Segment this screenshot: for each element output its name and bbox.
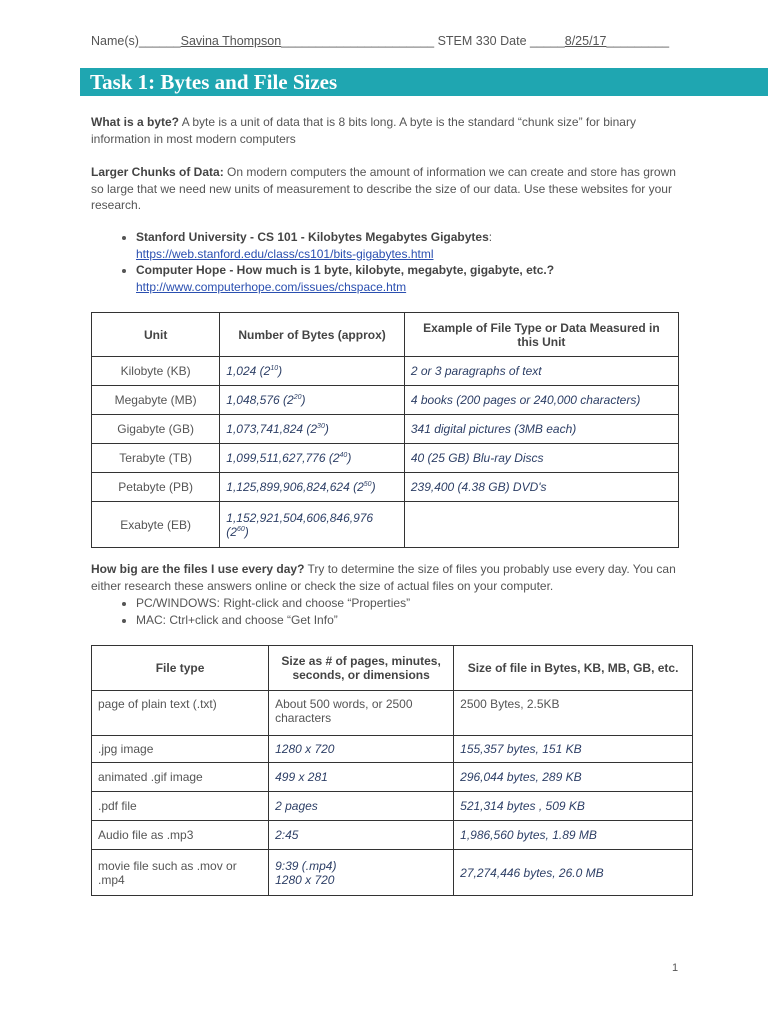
size-cell: About 500 words, or 2500 characters (269, 691, 454, 736)
file-type-cell: page of plain text (.txt) (92, 691, 269, 736)
example-cell: 2 or 3 paragraphs of text (404, 357, 678, 386)
column-header: File type (92, 646, 269, 691)
bytes-cell: 1,125,899,906,824,624 $(2^{50})$ (220, 473, 405, 502)
byte-question: What is a byte? (91, 115, 180, 129)
example-cell (404, 502, 678, 548)
unit-cell: Kilobyte (KB) (92, 357, 220, 386)
bytes-cell: 1,024 $(2^{10})$ (220, 357, 405, 386)
unit-cell: Terabyte (TB) (92, 444, 220, 473)
table-row (92, 850, 693, 896)
files-question: How big are the files I use every day? (91, 562, 305, 576)
file-sizes-table (91, 645, 693, 896)
page-number: 1 (672, 962, 679, 974)
bytes-cell: 1,048,576 $(2^{20})$ (220, 386, 405, 415)
byte-text: A byte is a unit of data that is 8 bits long. A byte is the standard “chunk size” for binary information in most modern computers (91, 115, 636, 146)
unit-cell: Megabyte (MB) (92, 386, 220, 415)
table-row (92, 386, 679, 415)
date-value: 8/25/17 (564, 34, 607, 48)
instruction-item: • PC/WINDOWS: Right-click and choose “Properties” (136, 595, 691, 612)
file-size-cell: 1,986,560 bytes, 1.89 MB (454, 821, 693, 850)
bytes-cell: 1,099,511,627,776 $(2^{40})$ (220, 444, 405, 473)
bytes-value: 1,125,899,906,824,624 (2 (226, 480, 364, 494)
exponent: 60 (236, 525, 245, 533)
example-cell: 4 books (200 pages or 240,000 characters) (404, 386, 678, 415)
file-type-cell: movie file such as .mov or .mp4 (92, 850, 269, 896)
larger-chunks-paragraph (91, 164, 681, 214)
resource-suffix: : (488, 230, 493, 244)
exponent: 30 (317, 423, 325, 430)
example-cell: 239,400 (4.38 GB) DVD's (404, 473, 678, 502)
file-type-cell: .pdf file (92, 792, 269, 821)
table-row (92, 502, 679, 548)
bytes-value: 1,152,921,504,606,846,976 (2 (226, 510, 374, 539)
exponent: 50 (363, 481, 372, 488)
byte-units-table (91, 312, 679, 548)
exponent: 40 (339, 452, 348, 459)
column-header: Size of file in Bytes, KB, MB, GB, etc. (454, 646, 693, 691)
file-size-cell: 521,314 bytes , 509 KB (454, 792, 693, 821)
files-instructions (91, 595, 691, 628)
file-size-cell: 296,044 bytes, 289 KB (454, 763, 693, 792)
resource-title: Computer Hope - How much is 1 byte, kilobyte, megabyte, gigabyte, etc.? (136, 263, 555, 277)
column-header: Number of Bytes (approx) (220, 313, 405, 357)
exponent: 20 (293, 394, 302, 401)
table-row (92, 473, 679, 502)
resource-item (136, 262, 691, 295)
size-cell: 1280 x 720 (269, 736, 454, 763)
bytes-value: 1,048,576 (2 (226, 393, 294, 407)
title-band (80, 68, 768, 96)
column-header: Size as # of pages, minutes, seconds, or dimensions (269, 646, 454, 691)
file-type-cell: animated .gif image (92, 763, 269, 792)
name-date-line (91, 34, 669, 48)
file-size-cell: 2500 Bytes, 2.5KB (454, 691, 693, 736)
size-cell: 2 pages (269, 792, 454, 821)
bytes-cell: 1,073,741,824 $(2^{30})$ (220, 415, 405, 444)
instruction-item: • MAC: Ctrl+click and choose “Get Info” (136, 612, 691, 629)
files-paragraph (91, 561, 691, 594)
student-name: Savina Thompson (180, 34, 282, 48)
table-row (92, 821, 693, 850)
size-cell: 9:39 (.mp4) 1280 x 720 (269, 850, 454, 896)
file-size-cell: 155,357 bytes, 151 KB (454, 736, 693, 763)
column-header: Unit (92, 313, 220, 357)
table-row (92, 763, 693, 792)
bytes-value: 1,073,741,824 (2 (226, 422, 318, 436)
date-line: _________ (606, 34, 670, 48)
file-type-cell: .jpg image (92, 736, 269, 763)
resource-link[interactable]: http://www.computerhope.com/issues/chspace.htm (136, 279, 407, 294)
class-date-label: ______________________ STEM 330 Date _____ (281, 34, 565, 48)
exponent: 10 (270, 365, 279, 372)
larger-chunks-heading: Larger Chunks of Data: (91, 165, 224, 179)
bytes-cell: 1,152,921,504,606,846,976 $(2^{60})$ (220, 502, 405, 548)
table-row (92, 357, 679, 386)
resource-link[interactable]: https://web.stanford.edu/class/cs101/bits-gigabytes.html (136, 246, 434, 261)
file-type-cell: Audio file as .mp3 (92, 821, 269, 850)
name-label: Name(s)______ (91, 34, 181, 48)
size-cell: 499 x 281 (269, 763, 454, 792)
resource-item (136, 229, 691, 262)
files-text: Try to determine the size of files you probably use every day. You can either research these answers online or check the size of actual files on your computer. (91, 562, 676, 593)
byte-paragraph (91, 114, 681, 147)
unit-cell: Gigabyte (GB) (92, 415, 220, 444)
table-row (92, 415, 679, 444)
size-cell: 2:45 (269, 821, 454, 850)
file-size-cell: 27,274,446 bytes, 26.0 MB (454, 850, 693, 896)
table-row (92, 444, 679, 473)
bytes-value: 1,099,511,627,776 (2 (226, 451, 340, 465)
unit-cell: Petabyte (PB) (92, 473, 220, 502)
table-row (92, 691, 693, 736)
column-header: Example of File Type or Data Measured in this Unit (404, 313, 678, 357)
example-cell: 40 (25 GB) Blu-ray Discs (404, 444, 678, 473)
larger-chunks-text: On modern computers the amount of information we can create and store has grown so large that we need new units of measurement to describe the size of our data. Use these websites for your research. (91, 165, 676, 212)
example-cell: 341 digital pictures (3MB each) (404, 415, 678, 444)
resource-title: Stanford University - CS 101 - Kilobytes Megabytes Gigabytes (136, 230, 489, 244)
resource-list (91, 229, 691, 295)
table-row (92, 736, 693, 763)
table-row (92, 792, 693, 821)
bytes-value: 1,024 (2 (226, 364, 271, 378)
unit-cell: Exabyte (EB) (92, 502, 220, 548)
page-title: Task 1: Bytes and File Sizes (90, 70, 338, 94)
